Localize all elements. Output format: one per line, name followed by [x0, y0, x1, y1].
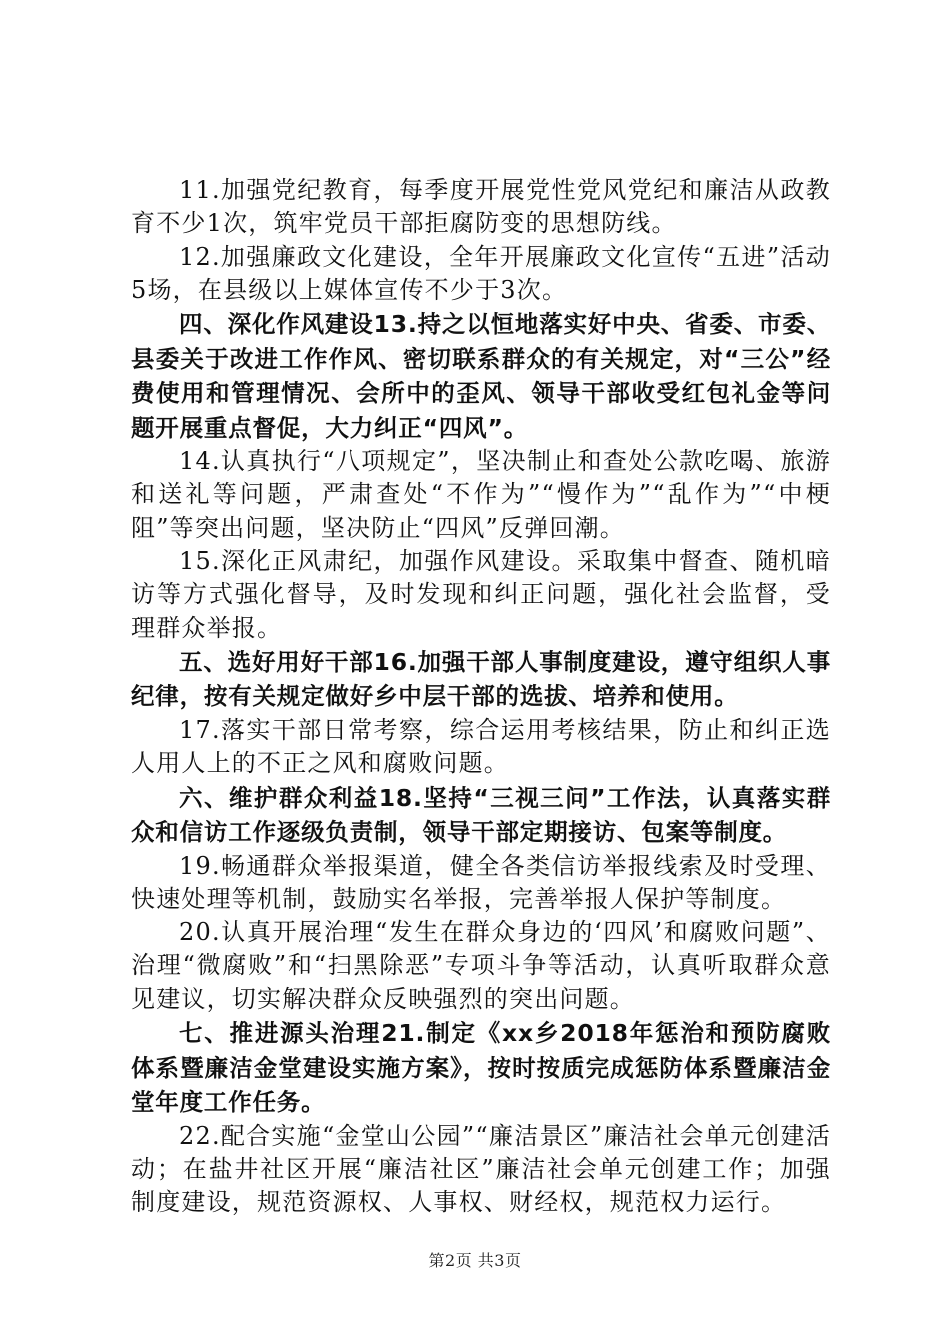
section-heading-4: 四、深化作风建设13.持之以恒地落实好中央、省委、市委、县委关于改进工作作风、密切联系群众的有关规定，对“三公”经费使用和管理情况、会所中的歪风、领导干部收受红包礼金等问题开展重点督促，大力纠正“四风”。 [131, 310, 831, 442]
paragraph-11: 11.加强党纪教育，每季度开展党性党风党纪和廉洁从政教育不少1次，筑牢党员干部拒腐防变的思想防线。 [131, 176, 831, 238]
section-heading-7: 七、推进源头治理21.制定《xx乡2018年惩治和预防腐败体系暨廉洁金堂建设实施方案》，按时按质完成惩防体系暨廉洁金堂年度工作任务。 [131, 1019, 831, 1117]
paragraph-15: 15.深化正风肃纪，加强作风建设。采取集中督查、随机暗访等方式强化督导，及时发现和纠正问题，强化社会监督，受理群众举报。 [131, 547, 831, 642]
paragraph-12: 12.加强廉政文化建设，全年开展廉政文化宣传“五进”活动5场，在县级以上媒体宣传不少于3次。 [131, 242, 831, 304]
paragraph-14: 14.认真执行“八项规定”，坚决制止和查处公款吃喝、旅游和送礼等问题，严肃查处“不作为”“慢作为”“乱作为”“中梗阻”等突出问题，坚决防止“四风”反弹回潮。 [131, 447, 831, 542]
paragraph-22: 22.配合实施“金堂山公园”“廉洁景区”廉洁社会单元创建活动；在盐井社区开展“廉洁社区”廉洁社会单元创建工作；加强制度建设，规范资源权、人事权、财经权，规范权力运行。 [131, 1121, 831, 1217]
paragraph-17: 17.落实干部日常考察，综合运用考核结果，防止和纠正选人用人上的不正之风和腐败问题。 [131, 715, 831, 778]
section-heading-5: 五、选好用好干部16.加强干部人事制度建设，遵守组织人事纪律，按有关规定做好乡中层干部的选拔、培养和使用。 [131, 647, 831, 711]
document-body [131, 174, 831, 1219]
paragraph-20: 20.认真开展治理“发生在群众身边的‘四风’和腐败问题”、治理“微腐败”和“扫黑除恶”专项斗争等活动，认真听取群众意见建议，切实解决群众反映强烈的突出问题。 [131, 918, 831, 1013]
page-footer: 第2页 共3页 [428, 1251, 522, 1270]
paragraph-19: 19.畅通群众举报渠道，健全各类信访举报线索及时受理、快速处理等机制，鼓励实名举报，完善举报人保护等制度。 [131, 851, 831, 913]
section-heading-6: 六、维护群众利益18.坚持“三视三问”工作法，认真落实群众和信访工作逐级负责制，领导干部定期接访、包案等制度。 [131, 783, 831, 847]
